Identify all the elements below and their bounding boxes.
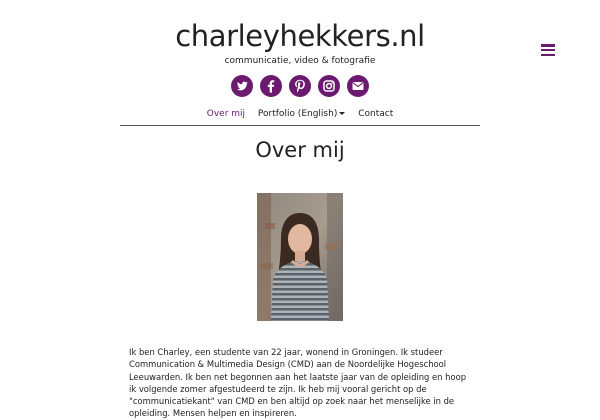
hamburger-menu-icon[interactable]: [541, 44, 555, 56]
page-title: Over mij: [255, 138, 345, 162]
site-tagline: communicatie, video & fotografie: [224, 56, 376, 66]
site-title-link[interactable]: charleyhekkers.nl: [175, 19, 425, 53]
nav-divider: [120, 125, 480, 126]
pinterest-icon[interactable]: [289, 75, 311, 97]
twitter-icon[interactable]: [231, 75, 253, 97]
bio-paragraph: Ik ben Charley, een studente van 22 jaar, wonend in Groningen. Ik studeer Communication & Multimedia Design (CMD) aan de Noordelijke Hogeschool Leeuwarden. Ik ben net begonnen aan het laatste jaar van de opleiding en hoop ik volgende zomer afgestudeerd te zijn. Ik heb mij vooral gericht op de "communicatiekant" van CMD en ben altijd op zoek naar het menselijke in de opleiding. Mensen helpen en inspireren.: [129, 347, 467, 419]
social-links: [0, 75, 600, 97]
nav-item-contact[interactable]: Contact: [358, 109, 394, 119]
nav-item-portfolio[interactable]: [258, 109, 345, 119]
chevron-down-icon: [339, 112, 345, 115]
instagram-icon[interactable]: [318, 75, 340, 97]
nav-item-over-mij[interactable]: Over mij: [206, 109, 246, 119]
profile-photo: [257, 193, 343, 321]
nav-item-portfolio-label: Portfolio (English): [257, 109, 338, 119]
main-navigation: [120, 109, 480, 119]
email-icon[interactable]: [347, 75, 369, 97]
facebook-icon[interactable]: [260, 75, 282, 97]
